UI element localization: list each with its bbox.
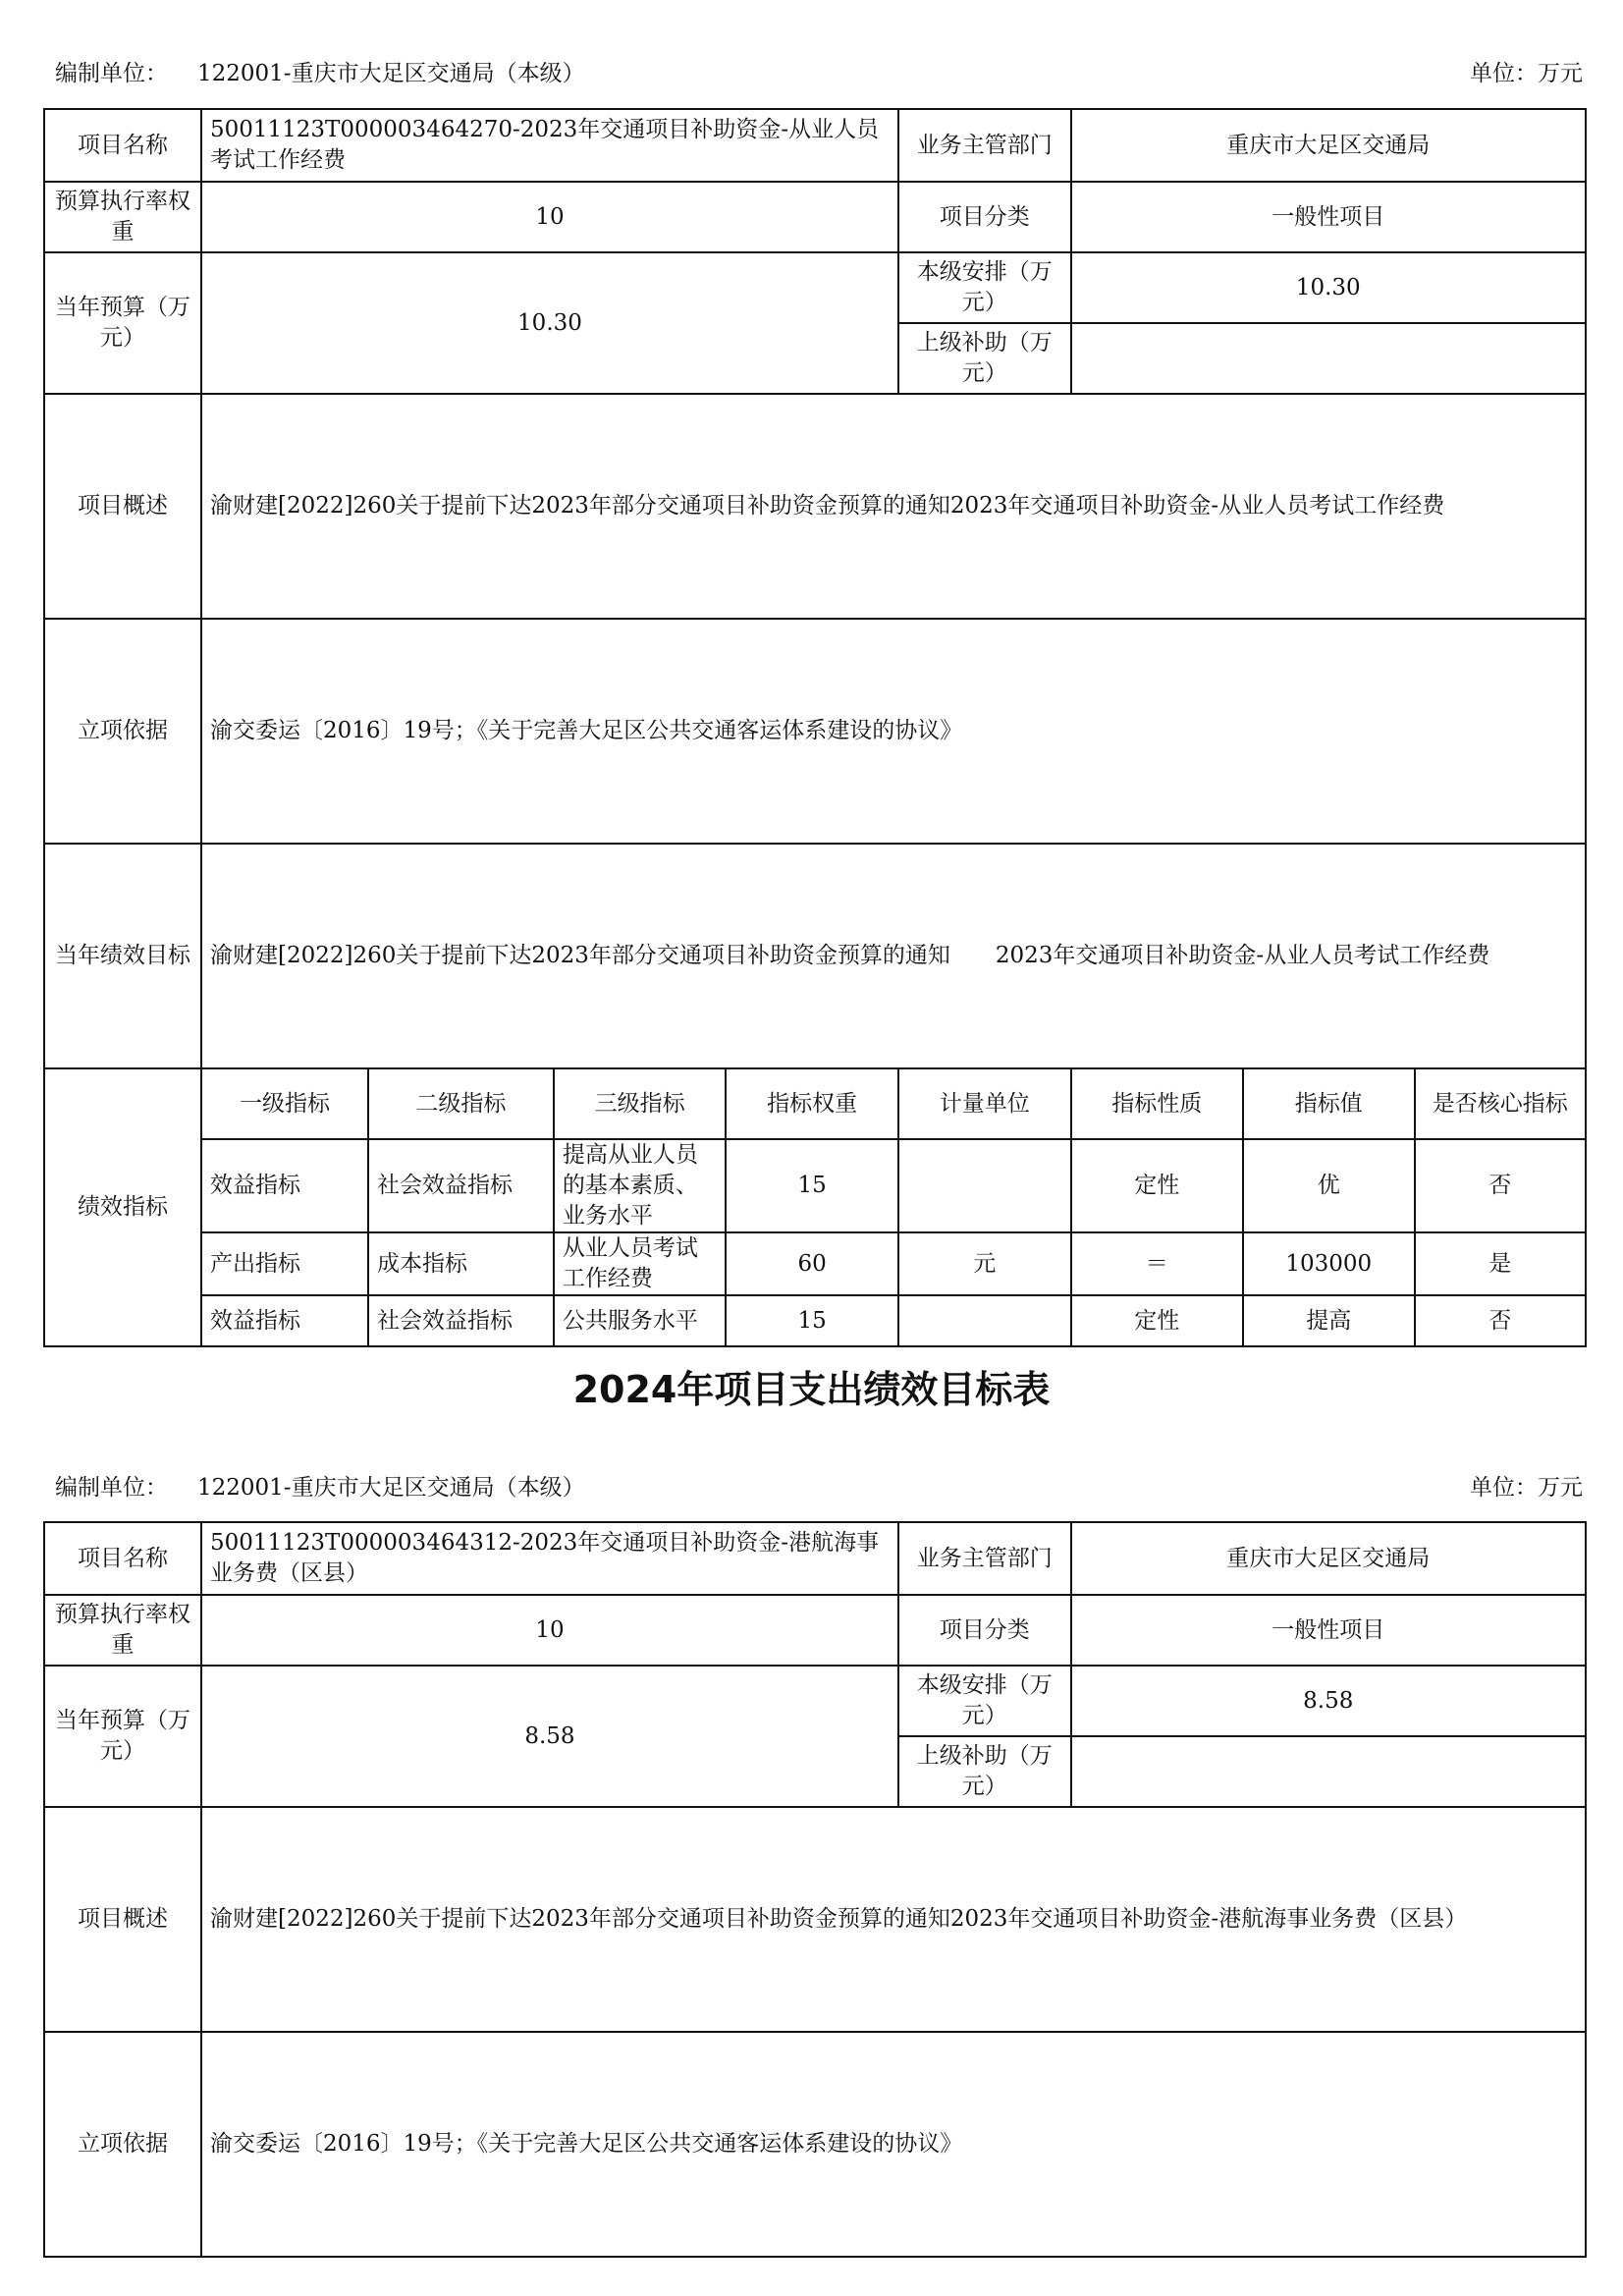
cell-nature: 定性 — [1071, 1139, 1244, 1232]
category-value: 一般性项目 — [1071, 1595, 1586, 1666]
basis-label: 立项依据 — [44, 2032, 201, 2257]
cell-core: 是 — [1415, 1232, 1587, 1295]
performance-table-1 — [43, 108, 1587, 1347]
budget-value: 8.58 — [201, 1666, 898, 1807]
goal-label: 当年绩效目标 — [44, 844, 201, 1068]
cell-level1: 效益指标 — [201, 1139, 368, 1232]
header-nature: 指标性质 — [1071, 1068, 1244, 1139]
cell-unit: 元 — [898, 1232, 1071, 1295]
category-value: 一般性项目 — [1071, 182, 1586, 252]
overview-label: 项目概述 — [44, 1807, 201, 2032]
cell-weight: 60 — [726, 1232, 898, 1295]
cell-core: 否 — [1415, 1295, 1587, 1346]
table-row — [44, 1232, 1586, 1295]
budget-label: 当年预算（万元） — [44, 252, 201, 394]
overview-label: 项目概述 — [44, 394, 201, 619]
table-row — [44, 1295, 1586, 1346]
cell-value: 提高 — [1243, 1295, 1414, 1346]
dept-value: 重庆市大足区交通局 — [1071, 1522, 1586, 1595]
cell-level1: 效益指标 — [201, 1295, 368, 1346]
basis-value: 渝交委运〔2016〕19号；《关于完善大足区公共交通客运体系建设的协议》 — [201, 2032, 1586, 2257]
goal-value: 渝财建[2022]260关于提前下达2023年部分交通项目补助资金预算的通知 2023年交通项目补助资金-从业人员考试工作经费 — [201, 844, 1586, 1068]
local-value: 10.30 — [1071, 252, 1586, 323]
indicators-label: 绩效指标 — [44, 1068, 201, 1346]
cell-weight: 15 — [726, 1295, 898, 1346]
cell-value: 103000 — [1243, 1232, 1414, 1295]
local-label: 本级安排（万元） — [898, 252, 1071, 323]
cell-weight: 15 — [726, 1139, 898, 1232]
budget-label: 当年预算（万元） — [44, 1666, 201, 1807]
header-core: 是否核心指标 — [1415, 1068, 1587, 1139]
org-line — [55, 1468, 585, 1507]
budget-value: 10.30 — [201, 252, 898, 394]
unit-label: 单位：万元 — [1470, 1475, 1583, 1501]
cell-level3: 提高从业人员的基本素质、业务水平 — [554, 1139, 727, 1232]
header-value: 指标值 — [1243, 1068, 1414, 1139]
cell-unit — [898, 1295, 1071, 1346]
dept-label: 业务主管部门 — [898, 109, 1071, 182]
weight-value: 10 — [201, 182, 898, 252]
org-line — [55, 54, 585, 93]
header-level1: 一级指标 — [201, 1068, 368, 1139]
overview-value: 渝财建[2022]260关于提前下达2023年部分交通项目补助资金预算的通知2023年交通项目补助资金-从业人员考试工作经费 — [201, 394, 1586, 619]
project-name-value: 50011123T000003464312-2023年交通项目补助资金-港航海事业务费（区县） — [201, 1522, 898, 1595]
performance-table-2 — [43, 1521, 1587, 2258]
upper-label: 上级补助（万元） — [898, 1736, 1071, 1807]
overview-value: 渝财建[2022]260关于提前下达2023年部分交通项目补助资金预算的通知2023年交通项目补助资金-港航海事业务费（区县） — [201, 1807, 1586, 2032]
org-value: 122001-重庆市大足区交通局（本级） — [197, 1475, 585, 1501]
project-name-label: 项目名称 — [44, 109, 201, 182]
org-value: 122001-重庆市大足区交通局（本级） — [197, 61, 585, 86]
org-label: 编制单位： — [55, 61, 168, 86]
table1-meta — [55, 54, 1583, 93]
cell-nature: 定性 — [1071, 1295, 1244, 1346]
cell-level2: 社会效益指标 — [368, 1139, 554, 1232]
dept-label: 业务主管部门 — [898, 1522, 1071, 1595]
category-label: 项目分类 — [898, 182, 1071, 252]
table-row — [44, 1139, 1586, 1232]
header-unit: 计量单位 — [898, 1068, 1071, 1139]
cell-level2: 社会效益指标 — [368, 1295, 554, 1346]
cell-nature: ＝ — [1071, 1232, 1244, 1295]
unit-label: 单位：万元 — [1470, 61, 1583, 86]
upper-value — [1071, 1736, 1586, 1807]
header-level3: 三级指标 — [554, 1068, 727, 1139]
cell-level3: 公共服务水平 — [554, 1295, 727, 1346]
weight-label: 预算执行率权重 — [44, 1595, 201, 1666]
local-label: 本级安排（万元） — [898, 1666, 1071, 1736]
header-level2: 二级指标 — [368, 1068, 554, 1139]
cell-level1: 产出指标 — [201, 1232, 368, 1295]
upper-value — [1071, 323, 1586, 394]
section-title: 2024年项目支出绩效目标表 — [572, 1368, 1051, 1411]
cell-value: 优 — [1243, 1139, 1414, 1232]
project-name-label: 项目名称 — [44, 1522, 201, 1595]
weight-label: 预算执行率权重 — [44, 182, 201, 252]
cell-level2: 成本指标 — [368, 1232, 554, 1295]
table2-meta — [55, 1468, 1583, 1507]
cell-unit — [898, 1139, 1071, 1232]
cell-level3: 从业人员考试工作经费 — [554, 1232, 727, 1295]
basis-value: 渝交委运〔2016〕19号；《关于完善大足区公共交通客运体系建设的协议》 — [201, 619, 1586, 844]
dept-value: 重庆市大足区交通局 — [1071, 109, 1586, 182]
upper-label: 上级补助（万元） — [898, 323, 1071, 394]
cell-core: 否 — [1415, 1139, 1587, 1232]
category-label: 项目分类 — [898, 1595, 1071, 1666]
local-value: 8.58 — [1071, 1666, 1586, 1736]
header-weight: 指标权重 — [726, 1068, 898, 1139]
weight-value: 10 — [201, 1595, 898, 1666]
org-label: 编制单位： — [55, 1475, 168, 1501]
basis-label: 立项依据 — [44, 619, 201, 844]
project-name-value: 50011123T000003464270-2023年交通项目补助资金-从业人员考试工作经费 — [201, 109, 898, 182]
